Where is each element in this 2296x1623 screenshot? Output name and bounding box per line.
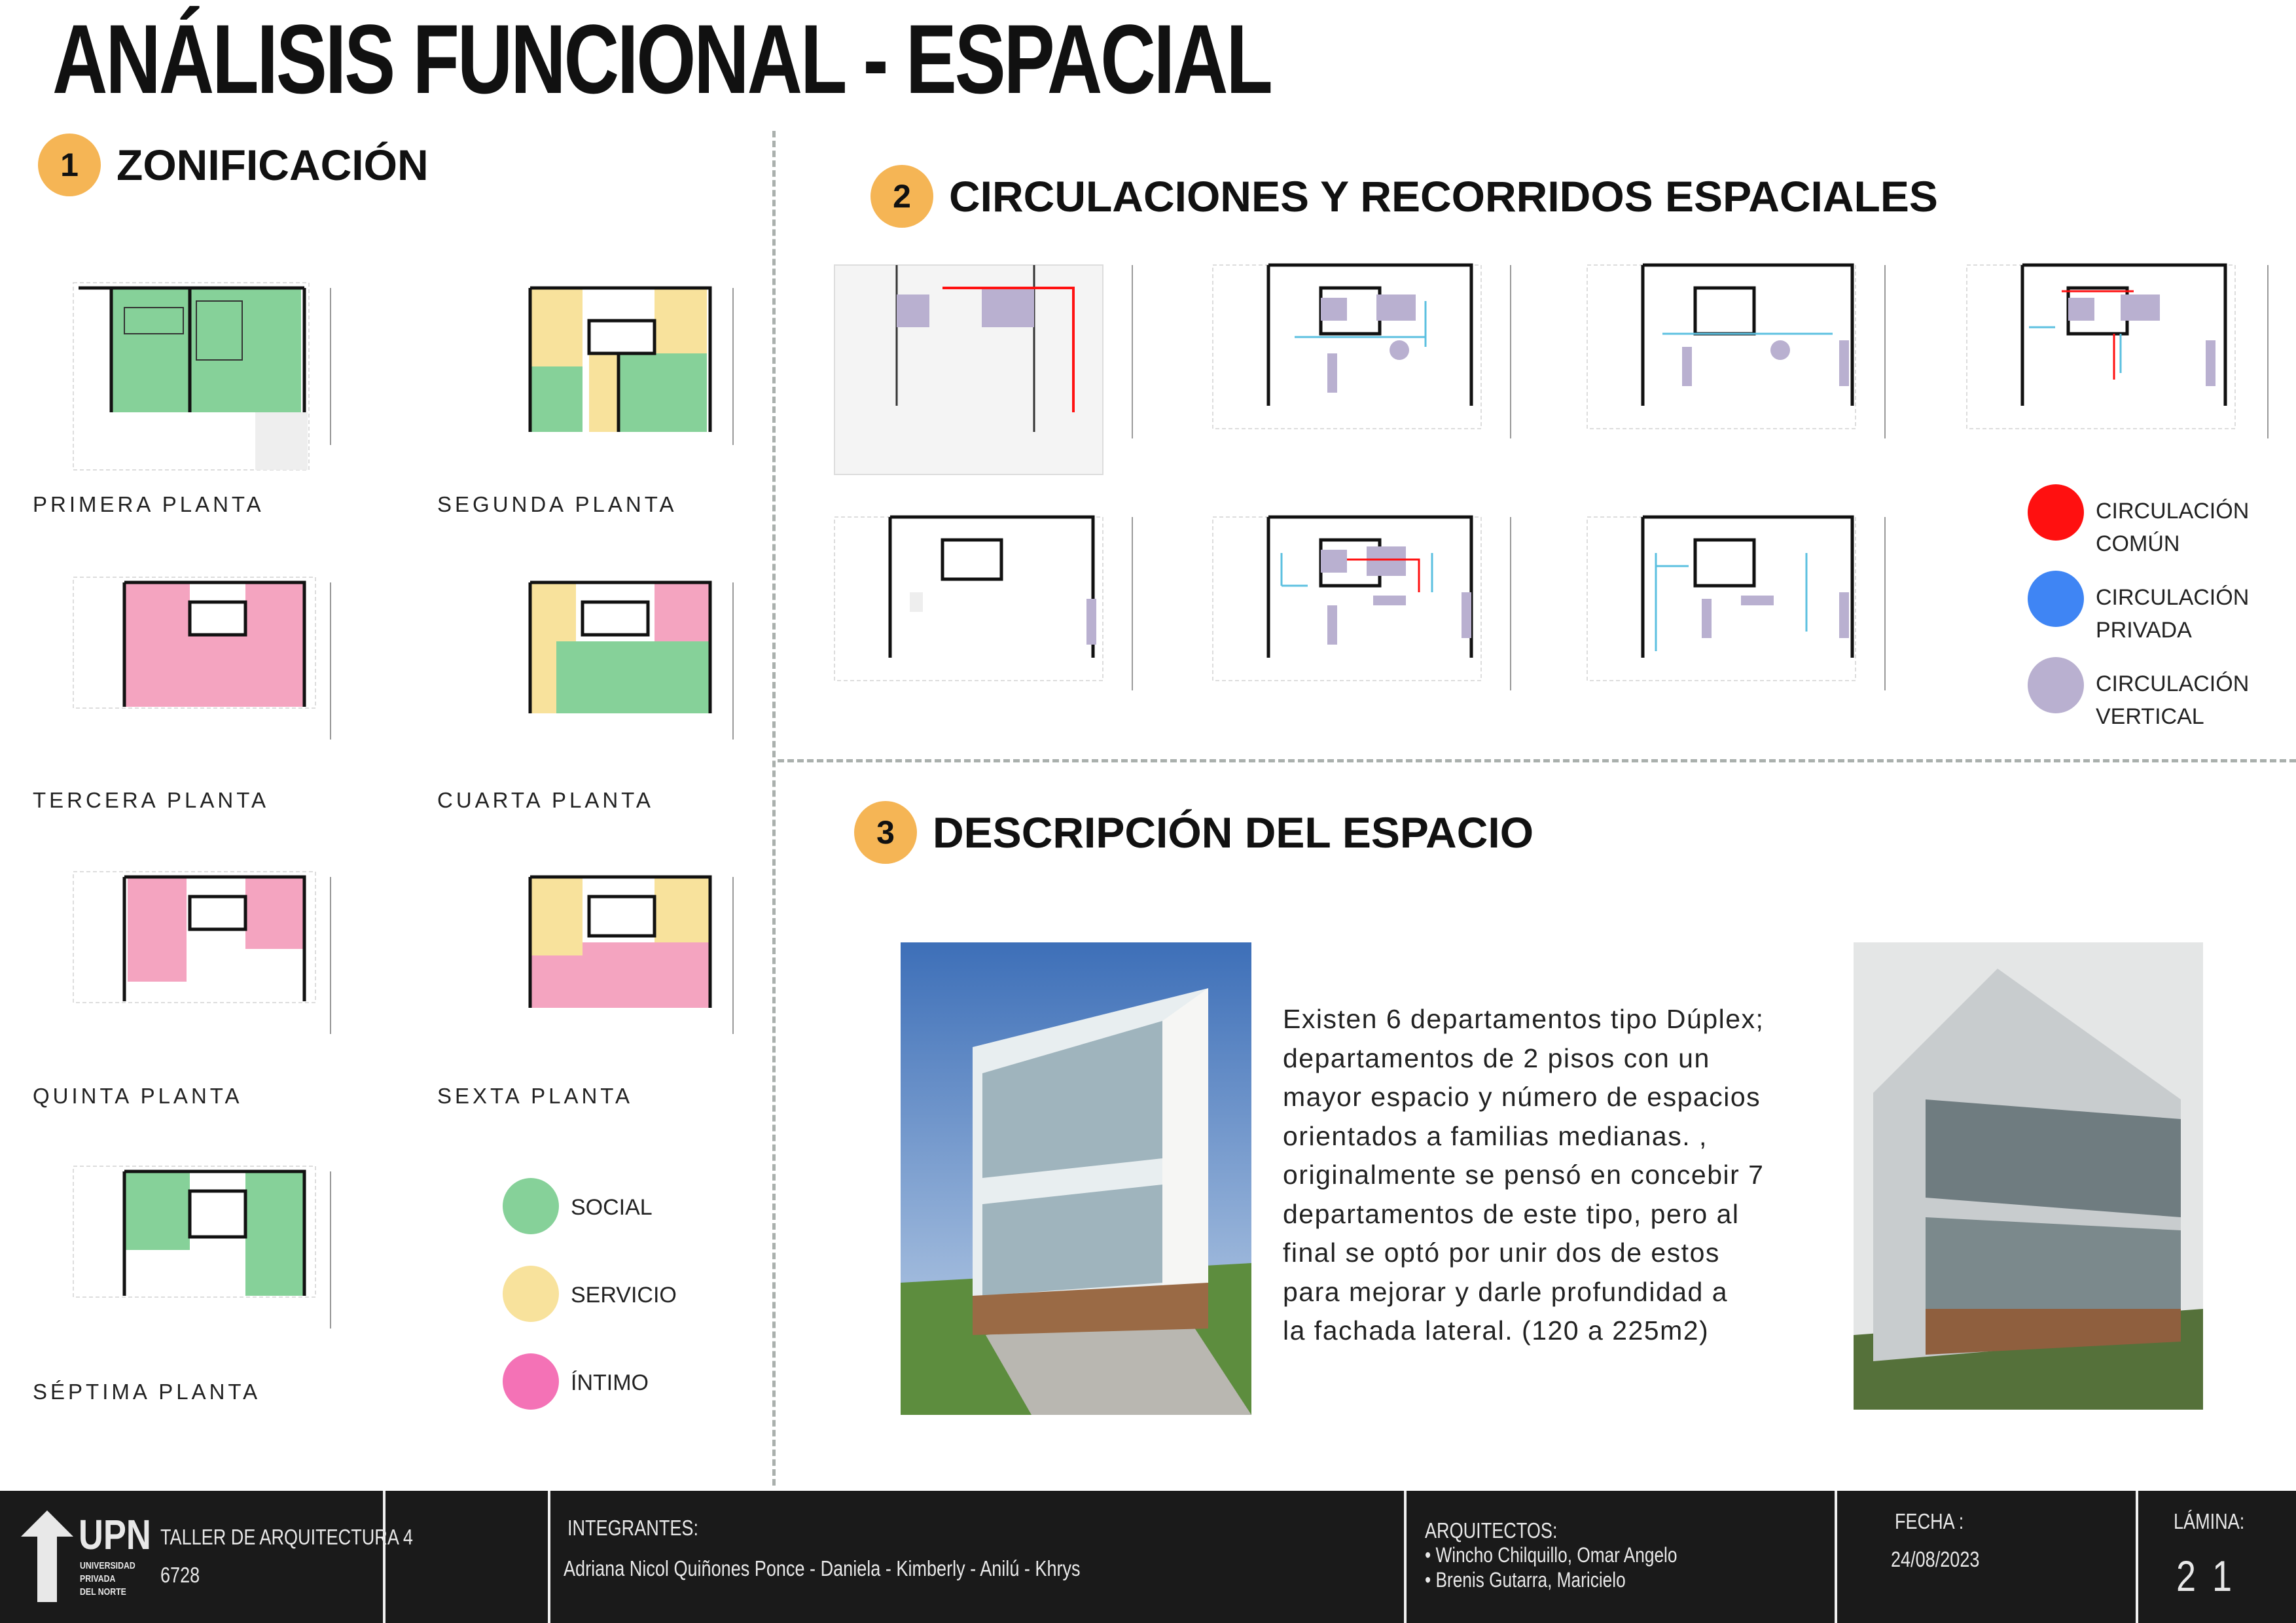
zoning-plan-5 [72, 870, 334, 1060]
sheet-number: 2 1 [2176, 1552, 2235, 1600]
circulation-plan-6 [1210, 514, 1517, 730]
legend-circ-comun-label: CIRCULACIÓN COMÚN [2096, 499, 2250, 556]
plan-label-1: PRIMERA PLANTA [33, 492, 264, 516]
building-photo-right [1854, 942, 2203, 1410]
legend-circ-comun-dot [2028, 484, 2084, 541]
footer-bar [0, 1491, 2296, 1623]
zoning-plan-4 [524, 576, 740, 766]
architect-1: Wincho Chilquillo, Omar Angelo [1435, 1543, 1677, 1567]
legend-circ-vertical-label: CIRCULACIÓN VERTICAL [2096, 671, 2250, 729]
zoning-plan-2 [524, 281, 740, 471]
plan-label-3: TERCERA PLANTA [33, 788, 269, 812]
footer-blank-cell [383, 1491, 550, 1623]
date-label: FECHA : [1895, 1509, 1964, 1533]
page-title: ANÁLISIS FUNCIONAL - ESPACIAL [52, 4, 1271, 114]
zoning-plan-3 [72, 576, 334, 766]
legend-circ-privada-label: CIRCULACIÓN PRIVADA [2096, 585, 2250, 643]
footer-members-cell [548, 1491, 1407, 1623]
footer-date-cell [1835, 1491, 2138, 1623]
course-name: TALLER DE ARQUITECTURA 4 [160, 1525, 413, 1549]
section-2-number: 2 [870, 165, 933, 228]
legend-circ-privada-dot [2028, 571, 2084, 627]
legend-social-label: SOCIAL [571, 1195, 653, 1220]
members-label: INTEGRANTES: [567, 1516, 698, 1540]
building-photo-left [901, 942, 1251, 1415]
section-3-number: 3 [854, 801, 917, 864]
zoning-plan-1 [72, 281, 334, 471]
circulation-plan-4 [1964, 262, 2271, 478]
upn-logo-text: UPN [79, 1511, 151, 1558]
zoning-plan-7 [72, 1165, 334, 1355]
plan-label-7: SÉPTIMA PLANTA [33, 1380, 261, 1404]
footer-architects-cell: ARQUITECTOS: • Wincho Chilquillo, Omar Angelo • Brenis Gutarra, Maricielo [1404, 1491, 1837, 1623]
upn-logo-icon [21, 1510, 73, 1602]
description-text: Existen 6 departamentos tipo Dúplex; departamentos de 2 pisos con un mayor espacio y número de espacios orientados a familias medianas. , originalmente se pensó en concebir 7 departamentos de este tipo, pero al final se optó por unir dos de estos para mejorar y darle profundidad a la fachada lateral. (120 a 225m2) [1283, 1004, 1765, 1346]
course-code: 6728 [160, 1563, 200, 1587]
architect-2: Brenis Gutarra, Maricielo [1435, 1568, 1626, 1592]
circulation-plan-3 [1584, 262, 1892, 478]
plan-label-6: SEXTA PLANTA [437, 1084, 634, 1108]
circulation-plan-5 [831, 514, 1139, 730]
legend-social-dot [503, 1178, 559, 1234]
zoning-plan-6 [524, 870, 740, 1060]
legend-servicio-dot [503, 1266, 559, 1322]
date-value: 24/08/2023 [1891, 1547, 1980, 1571]
plan-label-4: CUARTA PLANTA [437, 788, 654, 812]
circulation-plan-2 [1210, 262, 1517, 478]
architects-label: ARQUITECTOS: [1425, 1518, 1558, 1543]
legend-intimo-label: ÍNTIMO [571, 1370, 649, 1395]
plan-label-5: QUINTA PLANTA [33, 1084, 243, 1108]
section-1-title: ZONIFICACIÓN [117, 141, 429, 189]
circulation-plan-7 [1584, 514, 1892, 730]
section-1-number: 1 [38, 134, 101, 196]
horizontal-divider [778, 759, 2296, 762]
legend-servicio-label: SERVICIO [571, 1283, 677, 1308]
sheet-label: LÁMINA: [2174, 1509, 2245, 1533]
vertical-divider [772, 131, 776, 1486]
footer-course-cell: UPN UNIVERSIDAD PRIVADA DEL NORTE TALLER DE ARQUITECTURA 4 6728 [0, 1491, 386, 1623]
plan-label-2: SEGUNDA PLANTA [437, 492, 677, 516]
legend-intimo-dot [503, 1353, 559, 1410]
legend-circ-vertical-dot [2028, 657, 2084, 713]
section-3-title: DESCRIPCIÓN DEL ESPACIO [933, 808, 1534, 857]
circulation-plan-1 [831, 262, 1139, 478]
members-names: Adriana Nicol Quiñones Ponce - Daniela - Kimberly - Anilú - Khrys [564, 1556, 1081, 1580]
footer-sheet-cell [2136, 1491, 2296, 1623]
section-2-title: CIRCULACIONES Y RECORRIDOS ESPACIALES [949, 172, 1938, 221]
